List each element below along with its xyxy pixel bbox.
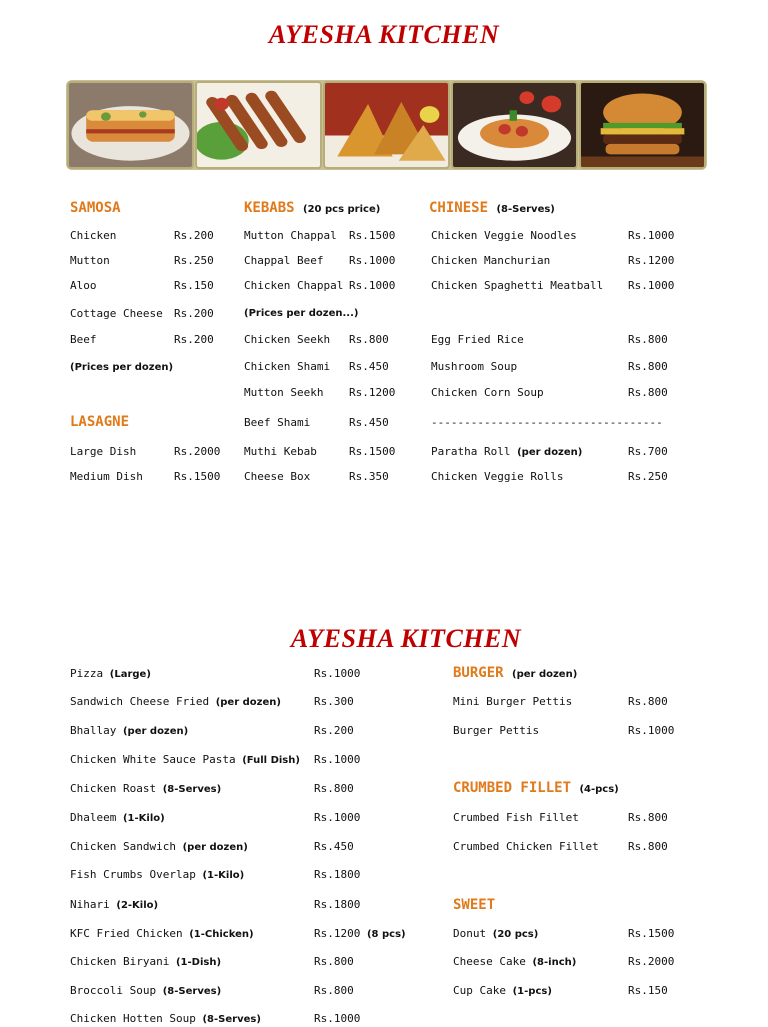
kebabs-heading: KEBABS (20 pcs price): [244, 200, 381, 216]
item-price-text: Rs.800: [628, 386, 668, 399]
item-price-text: Rs.1500: [628, 927, 675, 940]
item-note: (8-Serves): [162, 986, 222, 997]
item-note: (per dozen): [122, 726, 189, 737]
crumbed-heading: CRUMBED FILLET (4-pcs): [453, 780, 619, 796]
item-price-text: Rs.300: [314, 695, 354, 708]
menu-item-price: [174, 254, 214, 268]
menu-item-price: [314, 984, 354, 998]
item-name-text: Fish Crumbs Overlap: [70, 868, 196, 881]
item-price-text: Rs.1000: [314, 811, 361, 824]
menu-item-name: [431, 229, 577, 243]
menu-item-name: [453, 811, 579, 825]
item-name-text: Chicken Corn Soup: [431, 386, 544, 399]
menu-item-price: [628, 811, 668, 825]
menu-item-name: [453, 695, 572, 709]
item-price-text: Rs.1800: [314, 868, 361, 881]
crumbed-heading-note: (4-pcs): [579, 784, 619, 795]
menu-item-name: [70, 724, 188, 739]
menu-item-price: [628, 470, 668, 484]
item-price-text: Rs.800: [314, 984, 354, 997]
menu-item-price: [314, 955, 354, 969]
menu-item-name: [244, 254, 323, 268]
kebabs-heading-note: (20 pcs price): [303, 204, 381, 215]
item-note: (per dozen): [182, 842, 248, 853]
menu-item-price: [628, 279, 674, 293]
item-name-text: Beef: [70, 333, 97, 346]
item-price-text: Rs.1000: [628, 724, 675, 737]
item-name-text: Mutton Chappal: [244, 229, 337, 242]
menu-item-price: [349, 416, 389, 430]
item-price-text: Rs.800: [628, 695, 668, 708]
menu-item-name: [431, 254, 550, 268]
menu-item-name: [431, 279, 603, 293]
menu-item-name: [70, 445, 136, 459]
menu-item-name: [70, 229, 116, 243]
item-name-text: Broccoli Soup: [70, 984, 157, 997]
menu-item-price: [628, 840, 668, 854]
item-price-text: Rs.200: [174, 229, 214, 242]
menu-item-name: [70, 984, 221, 999]
item-price-text: Rs.450: [349, 416, 389, 429]
menu-item-price: [628, 695, 668, 709]
item-name-text: Chicken Seekh: [244, 333, 331, 346]
item-name-text: Egg Fried Rice: [431, 333, 524, 346]
menu-item-price: [314, 927, 406, 942]
item-price-text: Rs.150: [174, 279, 214, 292]
item-price-text: Rs.250: [628, 470, 668, 483]
menu-item-price: [174, 307, 214, 321]
item-name-text: Crumbed Chicken Fillet: [453, 840, 599, 853]
samosa-note: (Prices per dozen): [70, 362, 174, 373]
item-price-text: Rs.800: [628, 360, 668, 373]
burger-photo: [579, 81, 706, 169]
item-note: (per dozen): [517, 447, 583, 458]
item-price-text: Rs.1200: [349, 386, 396, 399]
item-price-text: Rs.1500: [349, 445, 396, 458]
menu-item-name: [453, 927, 538, 942]
burger-heading: BURGER (per dozen): [453, 665, 578, 681]
item-price-text: Rs.1000: [349, 254, 396, 267]
menu-item-price: [314, 724, 354, 738]
item-note: (Large): [109, 669, 151, 680]
item-price-text: Rs.800: [349, 333, 389, 346]
item-price-text: Rs.800: [628, 333, 668, 346]
item-name-text: Medium Dish: [70, 470, 143, 483]
menu-item-name: [244, 445, 317, 459]
item-price-text: Rs.450: [349, 360, 389, 373]
item-name-text: Cottage Cheese: [70, 307, 163, 320]
item-price-text: Rs.1000: [314, 753, 361, 766]
item-price-text: Rs.1000: [628, 229, 675, 242]
item-name-text: Pizza: [70, 667, 104, 680]
item-note: (Full Dish): [242, 755, 300, 766]
menu-item-name: [70, 695, 281, 710]
menu-item-price: [314, 695, 354, 709]
item-price-text: Rs.200: [314, 724, 354, 737]
item-name-text: Aloo: [70, 279, 97, 292]
item-name-text: Chicken Hotten Soup: [70, 1012, 196, 1025]
item-price-text: Rs.800: [314, 955, 354, 968]
menu-item-name: [431, 333, 524, 347]
menu-item-price: [314, 840, 354, 854]
samosa-heading: SAMOSA: [70, 200, 121, 216]
menu-item-name: [70, 753, 300, 768]
menu-item-name: [70, 254, 110, 268]
menu-item-name: [70, 470, 143, 484]
menu-item-price: [628, 254, 674, 268]
item-price-text: Rs.1200: [314, 927, 361, 940]
menu-item-price: [349, 360, 389, 374]
item-price-text: Rs.1800: [314, 898, 361, 911]
menu-item-price: [314, 753, 360, 767]
menu-item-price: [174, 229, 214, 243]
item-note: (8-Serves): [162, 784, 222, 795]
item-note: (1-pcs): [512, 986, 552, 997]
item-price-text: Rs.800: [314, 782, 354, 795]
chinese-heading-note: (8-Serves): [496, 204, 555, 215]
item-price-text: Rs.150: [628, 984, 668, 997]
menu-item-price: [628, 984, 668, 998]
item-note: (1-Chicken): [189, 929, 254, 940]
menu-item-name: [431, 445, 582, 460]
item-name-text: Chicken Biryani: [70, 955, 170, 968]
item-price-text: Rs.1000: [628, 279, 675, 292]
item-price-text: Rs.1500: [174, 470, 221, 483]
item-name-text: Dhaleem: [70, 811, 117, 824]
menu-item-price: [349, 470, 389, 484]
menu-item-price: [349, 386, 395, 400]
item-name-text: Mini Burger Pettis: [453, 695, 573, 708]
item-price-text: Rs.1500: [349, 229, 396, 242]
menu-item-name: [453, 840, 599, 854]
item-price-text: Rs.1000: [314, 1012, 361, 1025]
item-note: (1-Dish): [175, 957, 222, 968]
item-price-text: Rs.800: [628, 811, 668, 824]
item-name-text: KFC Fried Chicken: [70, 927, 183, 940]
item-name-text: Chicken Chappal: [244, 279, 344, 292]
menu-item-name: [70, 811, 165, 826]
menu-item-name: [70, 927, 254, 942]
item-name-text: Bhallay: [70, 724, 117, 737]
item-name-text: Paratha Roll: [431, 445, 511, 458]
spaghetti-photo: [451, 81, 578, 169]
menu-item-price: [314, 811, 360, 825]
item-note: (8-Serves): [202, 1014, 261, 1025]
item-price-text: Rs.1200: [628, 254, 675, 267]
menu-item-price: [628, 927, 674, 941]
item-name-text: Muthi Kebab: [244, 445, 317, 458]
menu-item-name: [453, 724, 539, 738]
item-name-text: Chicken Spaghetti Meatball: [431, 279, 604, 292]
menu-item-name: [70, 333, 97, 347]
menu-item-price: [349, 229, 395, 243]
menu-item-name: [244, 470, 310, 484]
menu-item-name: [244, 279, 343, 293]
menu-item-price: [174, 445, 220, 459]
menu-item-price: [349, 333, 389, 347]
menu-item-price: [628, 333, 668, 347]
menu-item-name: [70, 307, 163, 321]
menu-item-name: [70, 1012, 261, 1027]
menu-item-name: [453, 955, 576, 970]
chinese-divider: -----------------------------------: [431, 416, 663, 429]
menu-item-price: [174, 470, 220, 484]
menu-title: AYESHA KITCHEN: [268, 20, 500, 49]
menu-item-price: [349, 445, 395, 459]
item-name-text: Cheese Cake: [453, 955, 526, 968]
menu-item-name: [244, 229, 337, 243]
item-name-text: Chicken Shami: [244, 360, 331, 373]
item-name-text: Chicken: [70, 229, 117, 242]
menu-item-price: [628, 386, 668, 400]
item-name-text: Chicken Sandwich: [70, 840, 176, 853]
menu-item-price: [628, 229, 674, 243]
item-name-text: Mutton Seekh: [244, 386, 324, 399]
item-price-text: Rs.200: [174, 333, 214, 346]
menu-item-price: [314, 667, 360, 681]
menu-item-price: [174, 333, 214, 347]
menu-item-price: [628, 360, 668, 374]
food-photo-strip: [66, 80, 707, 170]
menu-item-price: [628, 955, 674, 969]
menu-item-name: [70, 955, 221, 970]
item-price-text: Rs.250: [174, 254, 214, 267]
item-name-text: Sandwich Cheese Fried: [70, 695, 210, 708]
samosa-photo: [323, 81, 450, 169]
item-name-text: Chappal Beef: [244, 254, 324, 267]
menu-item-name: [244, 386, 323, 400]
item-name-text: Cup Cake: [453, 984, 506, 997]
menu-item-price: [314, 782, 354, 796]
lasagne-heading: LASAGNE: [70, 414, 130, 430]
item-name-text: Beef Shami: [244, 416, 311, 429]
item-note: (per dozen): [215, 697, 281, 708]
item-note: (20 pcs): [492, 929, 539, 940]
item-price-text: Rs.350: [349, 470, 389, 483]
item-price-text: Rs.200: [174, 307, 214, 320]
kebab-photo: [195, 81, 322, 169]
menu-title-second: AYESHA KITCHEN: [290, 624, 522, 653]
menu-item-name: [431, 470, 563, 484]
menu-item-price: [628, 724, 674, 738]
item-price-text: Rs.2000: [174, 445, 221, 458]
item-name-text: Cheese Box: [244, 470, 311, 483]
menu-item-name: [70, 279, 97, 293]
menu-item-name: [70, 840, 248, 855]
menu-item-price: [349, 254, 395, 268]
menu-item-price: [314, 868, 360, 882]
item-name-text: Chicken White Sauce Pasta: [70, 753, 236, 766]
item-price-text: Rs.1000: [314, 667, 361, 680]
item-note: (8-inch): [532, 957, 577, 968]
menu-item-name: [70, 782, 221, 797]
item-note: (1-Kilo): [122, 813, 165, 824]
item-note: (1-Kilo): [202, 870, 245, 881]
menu-item-name: [431, 386, 544, 400]
item-price-text: Rs.700: [628, 445, 668, 458]
menu-item-name: [453, 984, 552, 999]
item-name-text: Burger Pettis: [453, 724, 540, 737]
item-name-text: Mutton: [70, 254, 110, 267]
menu-item-name: [70, 868, 244, 883]
item-name-text: Crumbed Fish Fillet: [453, 811, 579, 824]
item-price-text: Rs.450: [314, 840, 354, 853]
item-name-text: Chicken Roast: [70, 782, 157, 795]
item-note: (2-Kilo): [116, 900, 159, 911]
sweet-heading: SWEET: [453, 897, 496, 913]
item-name-text: Mushroom Soup: [431, 360, 518, 373]
menu-item-price: [628, 445, 668, 459]
menu-item-name: [244, 333, 330, 347]
item-name-text: Large Dish: [70, 445, 137, 458]
item-name-text: Chicken Veggie Noodles: [431, 229, 577, 242]
item-price-text: Rs.1000: [349, 279, 396, 292]
lasagne-photo: [67, 81, 194, 169]
chinese-heading: CHINESE (8-Serves): [429, 200, 555, 216]
menu-item-name: [244, 416, 310, 430]
item-name-text: Chicken Manchurian: [431, 254, 551, 267]
burger-heading-note: (per dozen): [512, 669, 578, 680]
menu-item-name: [244, 360, 330, 374]
menu-item-price: [349, 279, 395, 293]
item-price-text: Rs.2000: [628, 955, 675, 968]
menu-item-name: [70, 898, 158, 913]
menu-item-name: [431, 360, 517, 374]
menu-item-price: [174, 279, 214, 293]
kebabs-note: (Prices per dozen...): [244, 308, 359, 319]
item-price-text: Rs.800: [628, 840, 668, 853]
price-note: (8 pcs): [366, 929, 406, 940]
item-name-text: Chicken Veggie Rolls: [431, 470, 564, 483]
item-name-text: Nihari: [70, 898, 110, 911]
menu-item-price: [314, 898, 360, 912]
item-name-text: Donut: [453, 927, 487, 940]
menu-item-name: [70, 667, 151, 682]
